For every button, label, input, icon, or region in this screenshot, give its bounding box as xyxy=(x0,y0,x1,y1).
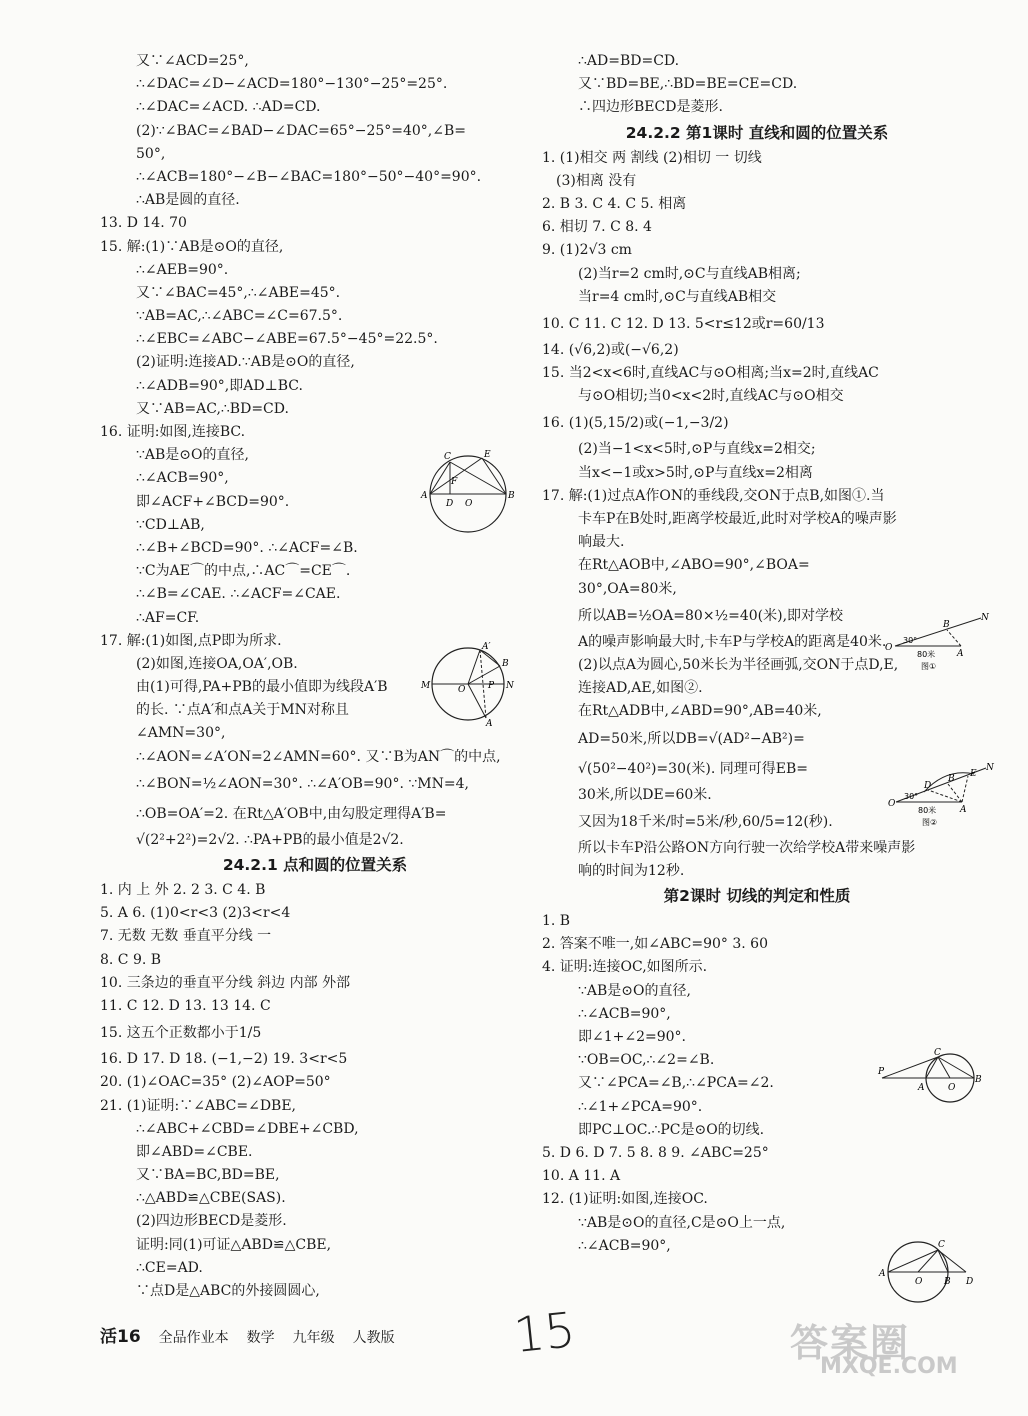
svg-text:A: A xyxy=(960,805,967,815)
answer-line: 10. 三条边的垂直平分线 斜边 内部 外部 xyxy=(100,974,351,991)
answer-line: 14. (√6,2)或(−√6,2) xyxy=(542,341,679,358)
answer-line: 又∵AB=AC,∴BD=CD. xyxy=(136,400,289,417)
answer-line: 30米,所以DE=60米. xyxy=(578,786,712,803)
answer-line: A的噪声影响最大时,卡车P与学校A的距离是40米. xyxy=(578,633,887,650)
section-heading: 24.2.2 第1课时 直线和圆的位置关系 xyxy=(625,123,889,142)
answer-line: ∵AB是⊙O的直径, xyxy=(578,982,691,999)
answer-line: 15. 解:(1)∵AB是⊙O的直径, xyxy=(100,238,284,255)
answer-line: 9. (1)2√3 cm xyxy=(542,242,632,259)
answer-line: ∠AMN=30°, xyxy=(136,725,226,742)
svg-text:E: E xyxy=(484,450,491,460)
answer-line: √(2²+2²)=2√2. ∴PA+PB的最小值是2√2. xyxy=(136,831,404,848)
answer-line: 10. A 11. A xyxy=(542,1168,621,1185)
answer-line: 2. B 3. C 4. C 5. 相离 xyxy=(542,195,687,212)
answer-line: 4. 证明:连接OC,如图所示. xyxy=(542,959,708,976)
answer-line: (2)证明:连接AD.∵AB是⊙O的直径, xyxy=(136,354,355,371)
answer-line: ∵AB是⊙O的直径,C是⊙O上一点, xyxy=(578,1214,786,1231)
answer-line: 即∠ABD=∠CBE. xyxy=(136,1143,253,1160)
section-heading: 第2课时 切线的判定和性质 xyxy=(663,887,851,906)
answer-line: 由(1)可得,PA+PB的最小值即为线段A′B xyxy=(136,679,388,696)
svg-text:B: B xyxy=(944,1277,951,1287)
answer-line: (2)四边形BECD是菱形. xyxy=(136,1213,287,1230)
answer-line: ∵OB=OC,∴∠2=∠B. xyxy=(578,1052,715,1069)
answer-line: ∵点D是△ABC的外接圆圆心, xyxy=(136,1283,320,1299)
page-footer xyxy=(100,1322,395,1347)
answer-line: 1. 内 上 外 2. 2 3. C 4. B xyxy=(100,882,266,898)
answer-line: 20. (1)∠OAC=35° (2)∠AOP=50° xyxy=(100,1074,331,1091)
svg-text:B: B xyxy=(508,491,515,501)
svg-text:B: B xyxy=(502,659,509,669)
answer-line: ∴∠BON=½∠AON=30°. ∴∠A′OB=90°. ∵MN=4, xyxy=(136,775,469,792)
svg-text:P: P xyxy=(488,681,495,691)
answer-line: 又∵BD=BE,∴BD=BE=CE=CD. xyxy=(578,76,798,93)
answer-line: 的长. ∵点A′和点A关于MN对称且 xyxy=(136,702,349,719)
answer-line: 7. 无数 无数 垂直平分线 一 xyxy=(100,928,272,945)
svg-text:N: N xyxy=(986,763,994,773)
answer-line: ∴∠ACB=90°, xyxy=(578,1005,671,1022)
answer-line: ∴∠1+∠PCA=90°. xyxy=(578,1098,703,1115)
answer-line: 响的时间为12秒. xyxy=(578,862,685,879)
svg-text:A: A xyxy=(957,649,964,659)
svg-text:P: P xyxy=(878,1067,885,1077)
svg-text:O: O xyxy=(888,799,896,809)
answer-line: ∴四边形BECD是菱形. xyxy=(578,99,723,116)
fig1-length: 80米 xyxy=(917,650,936,659)
fig2-length: 80米 xyxy=(918,806,937,815)
answer-line: (2)当−1<x<5时,⊙P与直线x=2相交; xyxy=(578,441,816,458)
tangent-figure-4 xyxy=(878,1046,990,1106)
answer-line: ∴∠B+∠BCD=90°. ∴∠ACF=∠B. xyxy=(136,539,358,556)
fig1-angle: 30° xyxy=(903,636,918,645)
answer-line: ∵CD⊥AB, xyxy=(136,516,205,533)
page-number: 活16 xyxy=(100,1327,141,1347)
answer-line: ∴△ABD≌△CBE(SAS). xyxy=(136,1190,286,1207)
answer-line: 30°,OA=80米, xyxy=(578,580,677,597)
fig2-caption: 图② xyxy=(922,818,938,827)
answer-line: ∵AB是⊙O的直径, xyxy=(136,447,249,464)
answer-line: 又∵BA=BC,BD=BE, xyxy=(136,1167,280,1184)
answer-line: 在Rt△AOB中,∠ABO=90°,∠BOA= xyxy=(578,557,810,574)
answer-line: ∴∠ACB=180°−∠B−∠BAC=180°−50°−40°=90°. xyxy=(136,168,482,185)
answer-line: 1. (1)相交 两 割线 (2)相切 一 切线 xyxy=(542,149,762,166)
answer-line: 15. 当2<x<6时,直线AC与⊙O相离;当x=2时,直线AC xyxy=(542,365,879,382)
answer-line: 当r=4 cm时,⊙C与直线AB相交 xyxy=(578,288,777,305)
svg-text:A: A xyxy=(421,491,428,501)
svg-text:O: O xyxy=(948,1083,956,1093)
svg-text:A: A xyxy=(918,1083,925,1093)
answer-line: 6. 相切 7. C 8. 4 xyxy=(542,219,652,236)
answer-line: 16. D 17. D 18. (−1,−2) 19. 3<r<5 xyxy=(100,1051,348,1068)
answer-line: 12. (1)证明:如图,连接OC. xyxy=(542,1191,708,1208)
circle-figure-17 xyxy=(418,640,518,730)
svg-text:B: B xyxy=(948,774,955,784)
answer-line: 在Rt△ADB中,∠ABD=90°,AB=40米, xyxy=(578,703,822,720)
answer-line: 1. B xyxy=(542,913,571,930)
answer-line: 又因为18千米/时=5米/秒,60/5=12(秒). xyxy=(578,813,833,830)
svg-text:O: O xyxy=(885,643,893,653)
answer-line: 16. (1)(5,15/2)或(−1,−3/2) xyxy=(542,415,729,432)
answer-line: 50°, xyxy=(136,145,166,162)
book-title: 全品作业本 xyxy=(158,1330,229,1346)
answer-line: ∴∠ABC+∠CBD=∠DBE+∠CBD, xyxy=(136,1120,359,1137)
svg-text:C: C xyxy=(444,452,451,462)
answer-line: √(50²−40²)=30(米). 同理可得EB= xyxy=(578,760,809,777)
svg-text:A: A xyxy=(486,719,493,729)
answer-line: ∵AB=AC,∴∠ABC=∠C=67.5°. xyxy=(136,308,343,325)
answer-line: 响最大. xyxy=(578,534,625,551)
answer-line: 16. 证明:如图,连接BC. xyxy=(100,424,246,440)
svg-text:M: M xyxy=(421,681,431,691)
answer-line: 17. 解:(1)如图,点P即为所求. xyxy=(100,632,282,649)
watermark-top: 答案圈 xyxy=(790,1321,911,1365)
answer-line: ∴∠AON=∠A′ON=2∠AMN=60°. 又∵B为AN⌒的中点, xyxy=(136,748,501,765)
answer-line: 即∠ACF+∠BCD=90°. xyxy=(136,493,290,510)
answer-line: ∴CE=AD. xyxy=(136,1259,203,1276)
fig1-caption: 图① xyxy=(921,662,937,671)
answer-line: (2)如图,连接OA,OA′,OB. xyxy=(136,655,298,672)
answer-line: ∴OB=OA′=2. 在Rt△A′OB中,由勾股定理得A′B= xyxy=(136,805,447,822)
section-heading: 24.2.1 点和圆的位置关系 xyxy=(222,856,408,874)
svg-text:O: O xyxy=(915,1277,923,1287)
answer-line: ∴∠ACB=90°, xyxy=(578,1237,671,1254)
svg-text:D: D xyxy=(966,1277,974,1287)
svg-text:O: O xyxy=(458,685,466,695)
svg-text:C: C xyxy=(938,1240,945,1250)
answer-line: 15. 这五个正数都小于1/5 xyxy=(100,1025,262,1042)
svg-text:C: C xyxy=(934,1048,941,1058)
svg-text:D: D xyxy=(446,499,454,509)
answer-line: 8. C 9. B xyxy=(100,951,162,968)
handwritten-number: 15 xyxy=(511,1301,578,1365)
svg-text:B: B xyxy=(943,620,950,630)
answer-line: 21. (1)证明:∵∠ABC=∠DBE, xyxy=(100,1097,297,1114)
answer-line: (2)∵∠BAC=∠BAD−∠DAC=65°−25°=40°,∠B= xyxy=(136,122,467,139)
answer-line: 10. C 11. C 12. D 13. 5<r≤12或r=60/13 xyxy=(542,315,825,332)
answer-line: ∴∠EBC=∠ABC−∠ABE=67.5°−45°=22.5°. xyxy=(136,331,438,348)
svg-text:O: O xyxy=(465,499,473,509)
answer-line: 2. 答案不唯一,如∠ABC=90° 3. 60 xyxy=(542,936,768,953)
answer-line: ∴∠B=∠CAE. ∴∠ACF=∠CAE. xyxy=(136,586,341,603)
answer-line: 又∵∠BAC=45°,∴∠ABE=45°. xyxy=(136,284,341,301)
answer-line: ∴∠DAC=∠D−∠ACD=180°−130°−25°=25°. xyxy=(136,76,448,93)
edition: 人教版 xyxy=(352,1330,395,1346)
answer-line: 5. A 6. (1)0<r<3 (2)3<r<4 xyxy=(100,905,291,922)
circle-figure-16 xyxy=(420,448,520,538)
answer-line: 即∠1+∠2=90°. xyxy=(578,1029,687,1045)
answer-line: 又∵∠ACD=25°, xyxy=(136,53,249,69)
answer-line: ∴∠AEB=90°. xyxy=(136,261,229,278)
answer-line: (3)相离 没有 xyxy=(556,172,637,189)
svg-text:A: A xyxy=(879,1269,886,1279)
answer-line: 17. 解:(1)过点A作ON的垂线段,交ON于点B,如图①.当 xyxy=(542,487,885,504)
answer-line: 证明:同(1)可证△ABD≌△CBE, xyxy=(136,1236,332,1253)
answer-line: ∴AD=BD=CD. xyxy=(578,53,680,69)
answer-line: 与⊙O相切;当0<x<2时,直线AC与⊙O相交 xyxy=(578,388,844,405)
answer-line: ∴∠DAC=∠ACD. ∴AD=CD. xyxy=(136,99,321,116)
answer-line: 卡车P在B处时,距离学校最近,此时对学校A的噪声影 xyxy=(578,511,897,527)
watermark xyxy=(790,1312,990,1392)
svg-text:N: N xyxy=(506,681,514,691)
answer-line: (2)当r=2 cm时,⊙C与直线AB相离; xyxy=(578,265,801,282)
svg-text:N: N xyxy=(981,613,989,623)
answer-line: ∴AF=CF. xyxy=(136,609,200,626)
svg-text:B: B xyxy=(975,1075,982,1085)
answer-line: 11. C 12. D 13. 13 14. C xyxy=(100,997,271,1014)
answer-line: 又∵∠PCA=∠B,∴∠PCA=∠2. xyxy=(578,1075,774,1092)
answer-line: 连接AD,AE,如图②. xyxy=(578,680,703,697)
road-figure-1 xyxy=(885,612,990,682)
answer-line: ∴AB是圆的直径. xyxy=(136,192,240,209)
watermark-bottom: MXQE.COM xyxy=(820,1354,958,1379)
answer-line: 即PC⊥OC.∴PC是⊙O的切线. xyxy=(578,1121,765,1138)
circle-figure-12 xyxy=(878,1238,990,1303)
svg-text:D: D xyxy=(924,781,932,791)
answer-line: AD=50米,所以DB=√(AD²−AB²)= xyxy=(578,730,805,747)
svg-text:E: E xyxy=(970,769,977,779)
answer-line: 当x<−1或x>5时,⊙P与直线x=2相离 xyxy=(578,464,813,481)
answer-line: 所以AB=½OA=80×½=40(米),即对学校 xyxy=(578,607,844,624)
answer-line: 所以卡车P沿公路ON方向行驶一次给学校A带来噪声影 xyxy=(578,839,916,856)
answer-line: ∴∠ADB=90°,即AD⊥BC. xyxy=(136,377,303,394)
grade: 九年级 xyxy=(292,1330,335,1346)
svg-text:F: F xyxy=(451,477,458,487)
subject: 数学 xyxy=(246,1330,275,1346)
answer-line: 5. D 6. D 7. 5 8. 8 9. ∠ABC=25° xyxy=(542,1144,769,1161)
answer-line: ∴∠ACB=90°, xyxy=(136,470,229,487)
fig2-angle: 30° xyxy=(904,792,919,801)
road-figure-2 xyxy=(888,762,993,832)
svg-text:A′: A′ xyxy=(482,642,491,652)
answer-line: ∵C为AE⌒的中点,∴AC⌒=CE⌒. xyxy=(136,563,351,580)
answer-line: (2)以点A为圆心,50米长为半径画弧,交ON于点D,E, xyxy=(578,656,899,673)
answer-line: 13. D 14. 70 xyxy=(100,215,187,232)
